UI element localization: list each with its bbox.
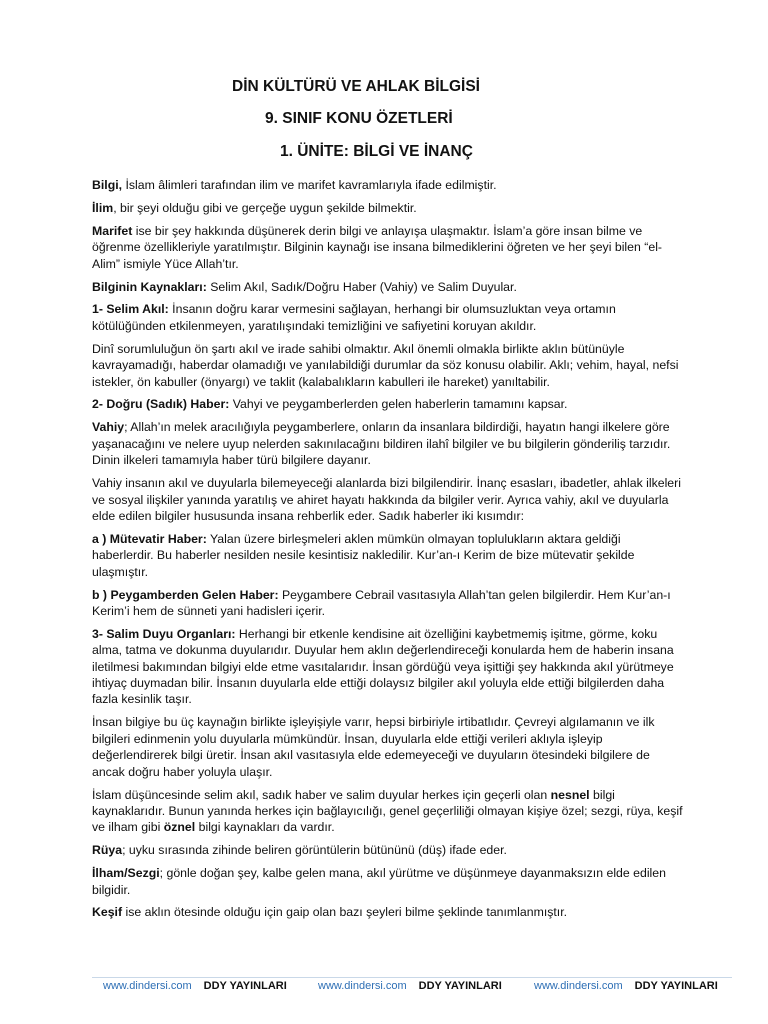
paragraph-term: a ) Mütevatir Haber:: [92, 531, 207, 546]
footer-block: [318, 980, 502, 992]
paragraph-term: 3- Salim Duyu Organları:: [92, 626, 236, 641]
paragraph-term: b ) Peygamberden Gelen Haber:: [92, 587, 279, 602]
paragraph-term: Vahiy: [92, 420, 125, 435]
paragraph-text: Dinî sorumluluğun ön şartı akıl ve irade sahibi olmaktır. Akıl önemli olmakla birlikte aklın bütünüyle kavrayamadığı, haberdar olamadığı ve yanılabildiği durumlar da söz konusu olabilir. Aklı; vehim, hayal, nefsi istekler, ön kabuller (önyargı) ve taklit (kalabalıkların kabulleri ile hareket) yanıltabilir.: [92, 341, 679, 389]
paragraph-text: , bir şeyi olduğu gibi ve gerçeğe uygun şekilde bilmektir.: [113, 200, 417, 215]
paragraph-term: 2- Doğru (Sadık) Haber:: [92, 397, 230, 412]
footer-block: [534, 980, 718, 992]
footer-url[interactable]: www.dindersi.com: [534, 980, 623, 992]
paragraph: [92, 200, 684, 216]
footer-publisher: DDY YAYINLARI: [418, 980, 502, 992]
paragraph-term: İlham/Sezgi: [92, 866, 160, 881]
paragraph-text: ; gönle doğan şey, kalbe gelen mana, akıl yürütme ve düşünmeye dayanmaksızın elde edilen bilgidir.: [92, 866, 666, 897]
paragraph-text: Vahyi ve peygamberlerden gelen haberlerin tamamını kapsar.: [229, 397, 568, 412]
paragraph: [92, 626, 684, 708]
paragraph-text: Vahiy insanın akıl ve duyularla bilemeyeceği alanlarda bizi bilgilendirir. İnanç esasları, ibadetler, ahlak ilkeleri ve sosyal ilişkiler yanında yaratılış ve ahiret hayatı hakkında da bilgiler verir. Ayrıca vahiy, akıl ve duyularla elde edilen bilgiler hususunda insana rehberlik eder. Sadık haberler iki kısımdır:: [92, 476, 681, 523]
paragraph-text: ; Allah’ın melek aracılığıyla peygamberlere, onların da insanlara bildirdiği, hayatın hangi ilkelere göre yaşanacağını ve nelere uyup nelerden sakınılacağını bildiren ilahî bilgiler ve bu bilgilerin gönderiliş tarzıdır. Dinin ilkeleri tamamıyla haber türü bilgilere dayanır.: [92, 420, 671, 468]
paragraph: [92, 177, 684, 193]
document-title: DİN KÜLTÜRÜ VE AHLAK BİLGİSİ: [232, 78, 480, 95]
paragraph-text: ise aklın ötesinde olduğu için gaip olan bazı şeyleri bilme şeklinde tanımlanmıştır.: [122, 905, 568, 920]
paragraph: [92, 301, 684, 334]
paragraph-term: Keşif: [92, 905, 123, 920]
document-body: [92, 177, 684, 927]
paragraph-text: ise bir şey hakkında düşünerek derin bilgi ve anlayışa ulaşmaktır. İslam’a göre insan bilme ve öğrenme özellikleriyle yaratılmıştır. Bilginin kaynağı ise insana bilmediklerini öğreten ve her şeyi bilen “el-Alim” ismiyle Yüce Allah’tır.: [92, 223, 663, 271]
paragraph: [92, 904, 684, 920]
paragraph-term: Marifet: [92, 223, 133, 238]
paragraph-text: İnsan bilgiye bu üç kaynağın birlikte işleyişiyle varır, hepsi birbiriyle irtibatlıdır. Çevreyi algılamanın ve ilk bilgileri edinmenin yolu duyularla mümkündür. İnsan, duyularla elde ettiği verileri aklıyla işleyip değerlendirerek bilgi üretir. İnsan akıl vasıtasıyla elde edemeyeceği ve duyuların ötesindeki bilgilere de ancak doğru haber yoluyla ulaşır.: [92, 715, 655, 779]
paragraph: [92, 531, 684, 580]
paragraph-text: Herhangi bir etkenle kendisine ait özelliğini kaybetmemiş işitme, görme, koku alma, tatma ve dokunma duyularıdır. Duyular hem aklın değerlendireceği konularda hem de haberin insana iletilmesi bakımından bilgiyi elde etme vasıtalarıdır. İnsan gördüğü veya işittiği şey hakkında akıl yürütmeye ihtiyaç duymadan bilir. İnsanın duyularla elde ettiği dolaysız bilgiler akıl yoluyla elde ettiği bilgilerden daha fazla kesinlik taşır.: [92, 626, 674, 707]
footer-publisher: DDY YAYINLARI: [203, 980, 287, 992]
paragraph-text: İnsanın doğru karar vermesini sağlayan, herhangi bir olumsuzluktan veya ortamın kötülüğünden etkilenmeyen, yaratılışındaki temizliğini ve safiyetini koruyan akıldır.: [92, 302, 616, 333]
paragraph-text: ; uyku sırasında zihinde beliren görüntülerin bütününü (düş) ifade eder.: [122, 843, 507, 858]
paragraph-text: İslam düşüncesinde selim akıl, sadık haber ve salim duyular herkes için geçerli olan nesnel bilgi kaynaklarıdır. Bunun yanında herkes için bağlayıcılığı, genel geçerliliği olmayan kişiye özel; sezgi, rüya, keşif ve ilham gibi öznel bilgi kaynakları da vardır.: [92, 787, 683, 835]
paragraph: [92, 279, 684, 295]
paragraph-term: Rüya: [92, 843, 123, 858]
paragraph-text: Peygambere Cebrail vasıtasıyla Allah’tan gelen bilgilerdir. Hem Kur’an-ı Kerim’i hem de sünneti yani hadisleri içerir.: [92, 587, 671, 618]
footer-block: [103, 980, 287, 992]
unit-title: 1. ÜNİTE: BİLGİ VE İNANÇ: [280, 143, 473, 160]
paragraph: [92, 714, 684, 780]
paragraph: [92, 787, 684, 836]
footer-divider: [92, 977, 732, 978]
paragraph: [92, 341, 684, 390]
document-subtitle: 9. SINIF KONU ÖZETLERİ: [265, 110, 453, 127]
paragraph: [92, 842, 684, 858]
footer-url[interactable]: www.dindersi.com: [103, 980, 192, 992]
paragraph: [92, 396, 684, 412]
footer-url[interactable]: www.dindersi.com: [318, 980, 407, 992]
paragraph: [92, 865, 684, 898]
footer-publisher: DDY YAYINLARI: [634, 980, 718, 992]
paragraph-text: İslam âlimleri tarafından ilim ve marifet kavramlarıyla ifade edilmiştir.: [122, 178, 497, 192]
paragraph-term: Bilgi,: [92, 178, 123, 192]
paragraph: [92, 419, 684, 468]
paragraph: [92, 475, 684, 524]
paragraph: [92, 223, 684, 272]
paragraph-text: Yalan üzere birleşmeleri aklen mümkün olmayan toplulukların aktara geldiği haberlerdir. Bu haberler nesilden nesile kesintisiz nakledilir. Kur’an-ı Kerim de bize mütevatir şekilde ulaşmıştır.: [92, 531, 635, 579]
paragraph-term: İlim: [92, 200, 114, 215]
paragraph-term: 1- Selim Akıl:: [92, 302, 169, 317]
paragraph: [92, 587, 684, 620]
paragraph-text: Selim Akıl, Sadık/Doğru Haber (Vahiy) ve Salim Duyular.: [206, 279, 517, 294]
paragraph-term: Bilginin Kaynakları:: [92, 279, 207, 294]
